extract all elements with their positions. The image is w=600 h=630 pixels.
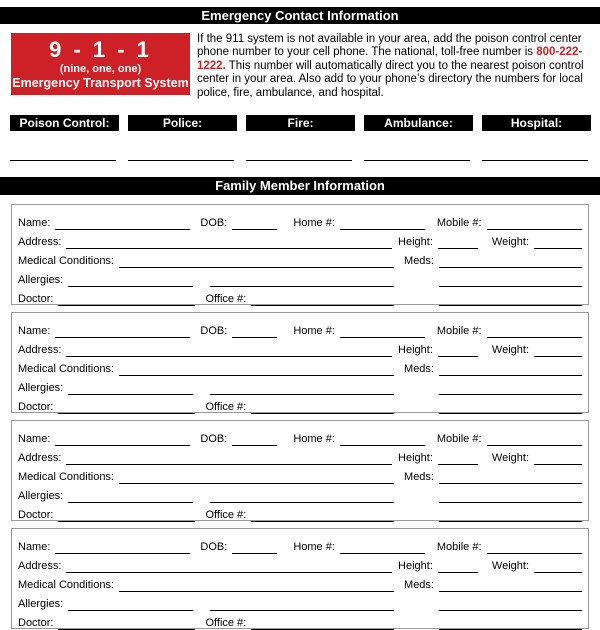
meds-continuation-line-2 [439, 509, 582, 522]
height-fill-line [438, 452, 478, 465]
weight-fill-line [534, 344, 582, 357]
poison-control-instructions [197, 33, 598, 100]
hospital-fill-line [482, 159, 588, 161]
home-phone-label: Home #: [293, 325, 335, 338]
member-row-allergies [18, 376, 582, 395]
member-row-doctor [18, 611, 582, 630]
medical-conditions-label: Medical Conditions: [18, 471, 114, 484]
allergies-fill-line [68, 490, 193, 503]
home-phone-fill-line [340, 541, 425, 554]
allergies-label: Allergies: [18, 274, 64, 287]
contact-label-fire: Fire: [246, 115, 355, 131]
home-phone-fill-line [340, 217, 425, 230]
emergency-contact-form [0, 7, 600, 629]
member-row-medical [18, 249, 582, 268]
doctor-fill-line [58, 617, 195, 630]
doctor-fill-line [58, 401, 195, 414]
allergies-label: Allergies: [18, 490, 64, 503]
allergies-continuation-line [210, 382, 394, 395]
poison-control-phone-number: 800-222-1222. [197, 46, 583, 72]
meds-continuation-line-1 [439, 274, 582, 287]
fire-fill-line [246, 159, 352, 161]
meds-continuation-line-1 [439, 382, 582, 395]
medical-conditions-fill-line [119, 579, 394, 592]
member-row-identity [18, 535, 582, 554]
name-fill-line [55, 541, 190, 554]
member-row-allergies [18, 592, 582, 611]
home-phone-label: Home #: [293, 217, 335, 230]
office-phone-label: Office #: [205, 401, 247, 414]
dob-label: DOB: [200, 433, 228, 446]
allergies-fill-line [68, 598, 193, 611]
office-phone-fill-line [251, 617, 394, 630]
mobile-phone-label: Mobile #: [436, 541, 482, 554]
home-phone-fill-line [340, 325, 425, 338]
family-member-block [11, 312, 589, 413]
mobile-phone-label: Mobile #: [436, 325, 482, 338]
allergies-fill-line [68, 274, 193, 287]
weight-label: Weight: [491, 452, 529, 465]
dob-fill-line [232, 217, 277, 230]
name-label: Name: [18, 325, 51, 338]
meds-fill-line [439, 255, 582, 268]
height-fill-line [438, 344, 478, 357]
contact-label-police: Police: [128, 115, 237, 131]
office-phone-label: Office #: [205, 293, 247, 306]
weight-label: Weight: [491, 560, 529, 573]
office-phone-fill-line [251, 293, 394, 306]
medical-conditions-fill-line [119, 363, 394, 376]
address-fill-line [66, 560, 392, 573]
height-label: Height: [398, 236, 433, 249]
doctor-fill-line [58, 509, 195, 522]
mobile-phone-fill-line [487, 433, 582, 446]
ambulance-fill-line [364, 159, 470, 161]
dob-fill-line [232, 325, 277, 338]
name-fill-line [55, 325, 190, 338]
medical-conditions-label: Medical Conditions: [18, 363, 114, 376]
meds-label: Meds: [404, 579, 434, 592]
address-fill-line [66, 236, 392, 249]
member-row-allergies [18, 484, 582, 503]
weight-fill-line [534, 236, 582, 249]
home-phone-label: Home #: [293, 541, 335, 554]
weight-fill-line [534, 452, 582, 465]
height-fill-line [438, 236, 478, 249]
dob-label: DOB: [200, 325, 228, 338]
dob-label: DOB: [200, 541, 228, 554]
address-label: Address: [18, 236, 62, 249]
allergies-continuation-line [210, 274, 394, 287]
height-label: Height: [398, 452, 433, 465]
mobile-phone-fill-line [487, 325, 582, 338]
allergies-label: Allergies: [18, 382, 64, 395]
allergies-fill-line [68, 382, 193, 395]
medical-conditions-fill-line [119, 255, 394, 268]
address-fill-line [66, 344, 392, 357]
contact-label-hospital: Hospital: [482, 115, 591, 131]
member-row-address [18, 230, 582, 249]
meds-label: Meds: [404, 363, 434, 376]
police-fill-line [128, 159, 234, 161]
family-member-block [11, 204, 589, 305]
name-label: Name: [18, 217, 51, 230]
member-row-medical [18, 465, 582, 484]
member-row-address [18, 554, 582, 573]
instructions-text-before: If the 911 system is not available in your area, add the poison control center phone number to your cell phone. The national, toll-free number is [197, 33, 582, 59]
office-phone-label: Office #: [205, 509, 247, 522]
medical-conditions-fill-line [119, 471, 394, 484]
weight-label: Weight: [491, 236, 529, 249]
member-row-identity [18, 319, 582, 338]
meds-continuation-line-2 [439, 401, 582, 414]
mobile-phone-label: Mobile #: [436, 433, 482, 446]
instructions-text-after: This number will automatically direct you to the nearest poison control center in your area. Also add to your phone’s directory the numbers for local police, fire, ambulance, and hospital. [197, 59, 584, 99]
doctor-label: Doctor: [18, 401, 54, 414]
home-phone-label: Home #: [293, 433, 335, 446]
contact-labels-row [10, 115, 600, 131]
family-member-block [11, 528, 589, 629]
meds-continuation-line-2 [439, 293, 582, 306]
emergency-section-title: Emergency Contact Information [201, 8, 399, 23]
height-label: Height: [398, 560, 433, 573]
office-phone-label: Office #: [205, 617, 247, 630]
family-section-title: Family Member Information [215, 178, 385, 194]
emergency-section-header [0, 7, 600, 24]
doctor-label: Doctor: [18, 293, 54, 306]
mobile-phone-label: Mobile #: [436, 217, 482, 230]
mobile-phone-fill-line [487, 541, 582, 554]
member-row-address [18, 338, 582, 357]
family-member-block [11, 420, 589, 521]
member-row-allergies [18, 268, 582, 287]
medical-conditions-label: Medical Conditions: [18, 255, 114, 268]
doctor-fill-line [58, 293, 195, 306]
name-fill-line [55, 217, 190, 230]
meds-fill-line [439, 579, 582, 592]
address-label: Address: [18, 452, 62, 465]
member-row-identity [18, 211, 582, 230]
family-section-header [0, 177, 600, 195]
meds-label: Meds: [404, 471, 434, 484]
poison-control-fill-line [10, 159, 116, 161]
allergies-continuation-line [210, 598, 394, 611]
emergency-transport-caption: Emergency Transport System [12, 76, 189, 90]
office-phone-fill-line [251, 401, 394, 414]
meds-continuation-line-1 [439, 490, 582, 503]
name-label: Name: [18, 541, 51, 554]
member-row-medical [18, 573, 582, 592]
member-row-medical [18, 357, 582, 376]
nine-one-one-number: 9 - 1 - 1 [49, 37, 152, 62]
member-row-doctor [18, 287, 582, 306]
meds-continuation-line-2 [439, 617, 582, 630]
home-phone-fill-line [340, 433, 425, 446]
name-fill-line [55, 433, 190, 446]
office-phone-fill-line [251, 509, 394, 522]
nine-one-one-words: (nine, one, one) [59, 63, 142, 75]
weight-label: Weight: [491, 344, 529, 357]
medical-conditions-label: Medical Conditions: [18, 579, 114, 592]
meds-fill-line [439, 471, 582, 484]
member-row-doctor [18, 395, 582, 414]
allergies-continuation-line [210, 490, 394, 503]
meds-continuation-line-1 [439, 598, 582, 611]
allergies-label: Allergies: [18, 598, 64, 611]
address-fill-line [66, 452, 392, 465]
intro-section [11, 33, 598, 100]
name-label: Name: [18, 433, 51, 446]
height-label: Height: [398, 344, 433, 357]
address-label: Address: [18, 560, 62, 573]
family-members-list [11, 204, 589, 629]
mobile-phone-fill-line [487, 217, 582, 230]
weight-fill-line [534, 560, 582, 573]
doctor-label: Doctor: [18, 509, 54, 522]
member-row-address [18, 446, 582, 465]
member-row-doctor [18, 503, 582, 522]
address-label: Address: [18, 344, 62, 357]
dob-label: DOB: [200, 217, 228, 230]
nine-one-one-box [11, 33, 190, 95]
member-row-identity [18, 427, 582, 446]
height-fill-line [438, 560, 478, 573]
contact-label-poison-control: Poison Control: [10, 115, 119, 131]
doctor-label: Doctor: [18, 617, 54, 630]
contact-label-ambulance: Ambulance: [364, 115, 473, 131]
meds-fill-line [439, 363, 582, 376]
contact-fill-lines-row [10, 159, 600, 161]
dob-fill-line [232, 433, 277, 446]
dob-fill-line [232, 541, 277, 554]
meds-label: Meds: [404, 255, 434, 268]
